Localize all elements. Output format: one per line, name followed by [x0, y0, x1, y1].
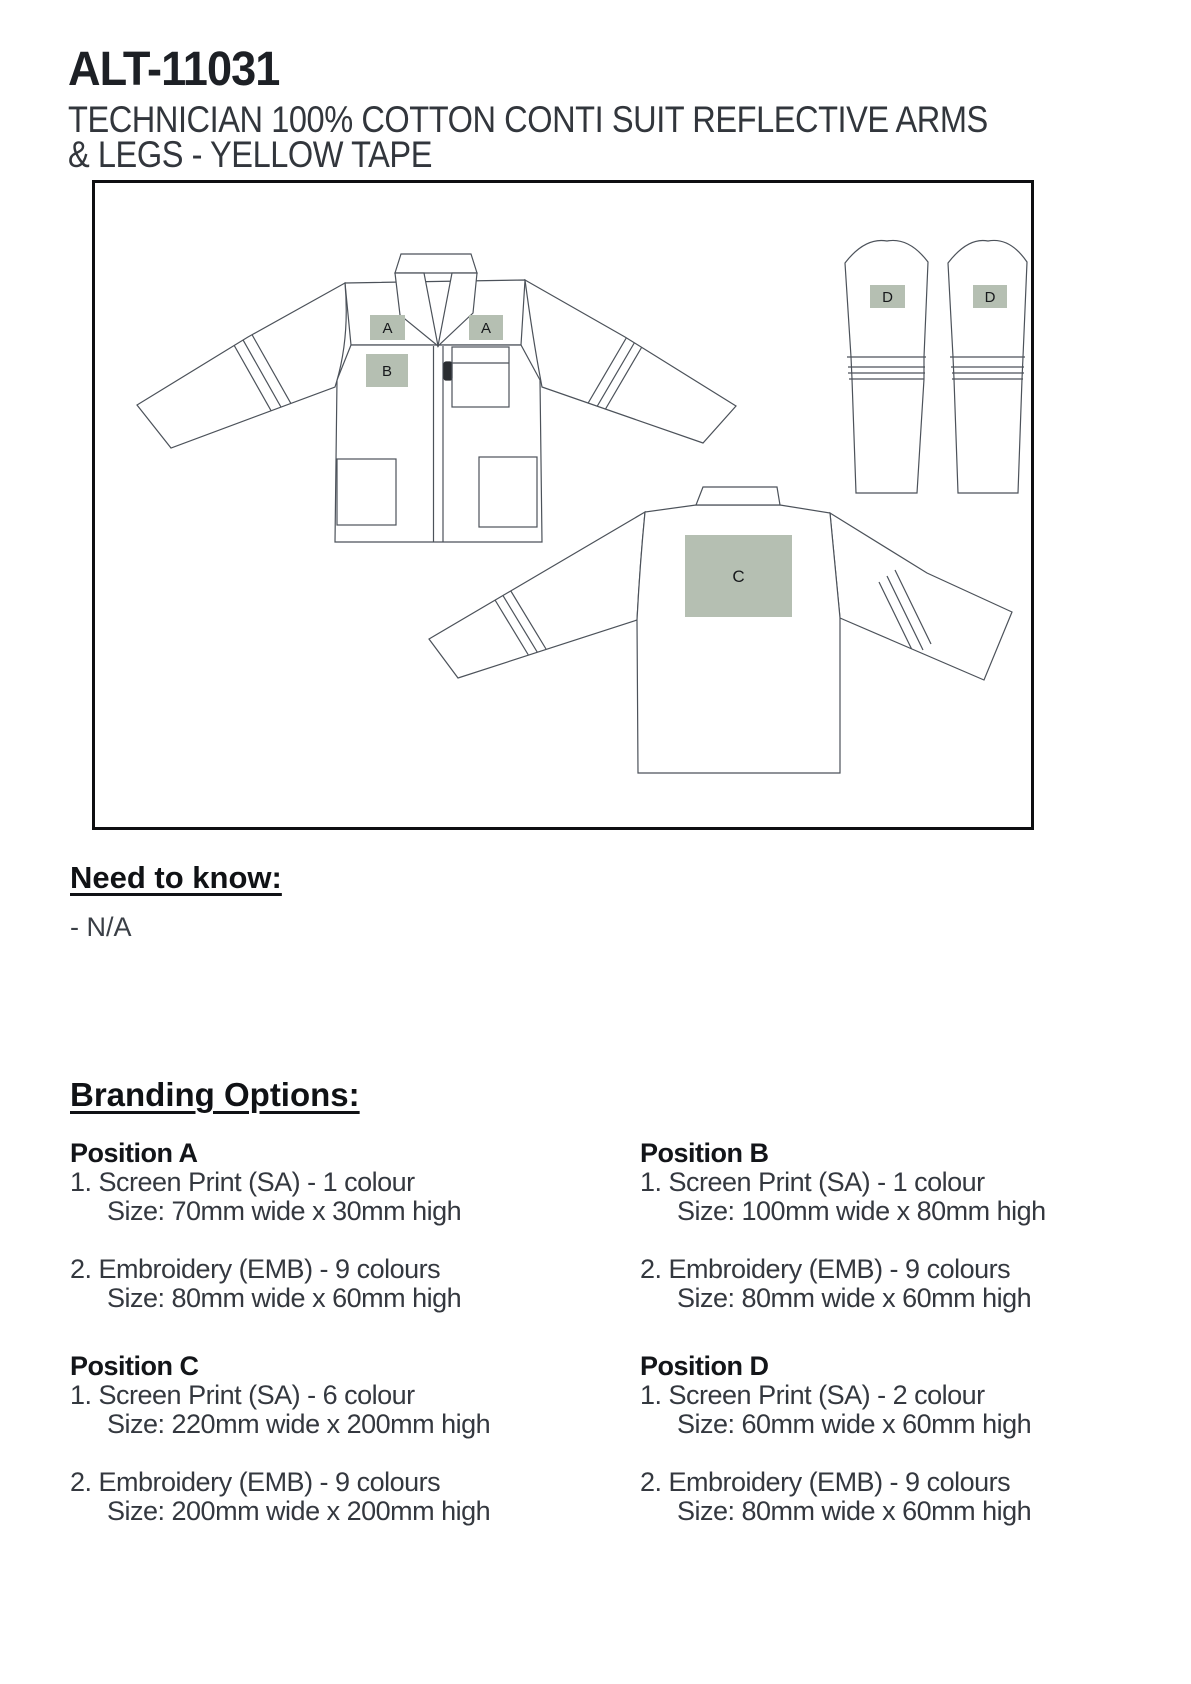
position-d-left-label: D: [882, 289, 893, 306]
position-d-option-1-size: Size: 60mm wide x 60mm high: [677, 1409, 1032, 1439]
position-b-heading: Position B: [640, 1138, 769, 1168]
back-right-sleeve: [830, 513, 1012, 680]
position-b-label: B: [381, 363, 393, 380]
product-code: ALT-11031: [68, 43, 280, 96]
need-to-know-item: - N/A: [70, 912, 132, 942]
position-d-right-label: D: [984, 289, 996, 306]
back-collar: [696, 487, 780, 505]
position-a-heading: Position A: [70, 1138, 198, 1168]
position-d-option-1: 1. Screen Print (SA) - 2 colour: [640, 1380, 985, 1410]
zip-pull: [444, 362, 452, 380]
position-d-option-2-size: Size: 80mm wide x 60mm high: [677, 1496, 1032, 1526]
front-left-sleeve: [137, 283, 346, 448]
position-c-option-2: 2. Embroidery (EMB) - 9 colours: [70, 1467, 441, 1497]
position-c-heading: Position C: [70, 1351, 199, 1381]
position-a-option-2-size: Size: 80mm wide x 60mm high: [107, 1283, 462, 1313]
position-d-heading: Position D: [640, 1351, 769, 1381]
right-leg-drawing: [948, 240, 1027, 493]
position-c-label: C: [732, 567, 745, 586]
position-a-option-2: 2. Embroidery (EMB) - 9 colours: [70, 1254, 441, 1284]
spacer: [70, 1439, 590, 1468]
front-right-sleeve: [525, 280, 736, 443]
need-to-know-heading: Need to know:: [70, 860, 282, 895]
position-b-option-2-size: Size: 80mm wide x 60mm high: [677, 1283, 1032, 1313]
position-b-option-1-size: Size: 100mm wide x 80mm high: [677, 1196, 1046, 1226]
front-view-drawing: [137, 254, 736, 542]
spacer: [640, 1226, 1160, 1255]
position-a-block: [70, 1139, 590, 1313]
spacer: [640, 1439, 1160, 1468]
diagram-panel: [92, 180, 1034, 830]
position-a-left-label: A: [382, 320, 393, 337]
position-a-right-label: A: [480, 320, 492, 337]
position-c-block: [70, 1352, 590, 1526]
position-c-option-1-size: Size: 220mm wide x 200mm high: [107, 1409, 491, 1439]
garment-diagram: [95, 183, 1031, 827]
position-b-option-1: 1. Screen Print (SA) - 1 colour: [640, 1167, 985, 1197]
position-d-option-2: 2. Embroidery (EMB) - 9 colours: [640, 1467, 1011, 1497]
position-d-block: [640, 1352, 1160, 1526]
branding-options-heading: Branding Options:: [70, 1076, 360, 1113]
product-subtitle-line2: & LEGS - YELLOW TAPE: [68, 134, 432, 175]
spacer: [70, 1226, 590, 1255]
product-subtitle-line1: TECHNICIAN 100% COTTON CONTI SUIT REFLECTIVE ARMS: [68, 99, 988, 140]
left-leg-drawing: [845, 240, 928, 493]
position-c-option-2-size: Size: 200mm wide x 200mm high: [107, 1496, 491, 1526]
front-collar-back: [395, 254, 477, 273]
position-c-option-1: 1. Screen Print (SA) - 6 colour: [70, 1380, 415, 1410]
position-a-option-1-size: Size: 70mm wide x 30mm high: [107, 1196, 462, 1226]
position-b-option-2: 2. Embroidery (EMB) - 9 colours: [640, 1254, 1011, 1284]
position-b-block: [640, 1139, 1160, 1313]
position-a-option-1: 1. Screen Print (SA) - 1 colour: [70, 1167, 415, 1197]
